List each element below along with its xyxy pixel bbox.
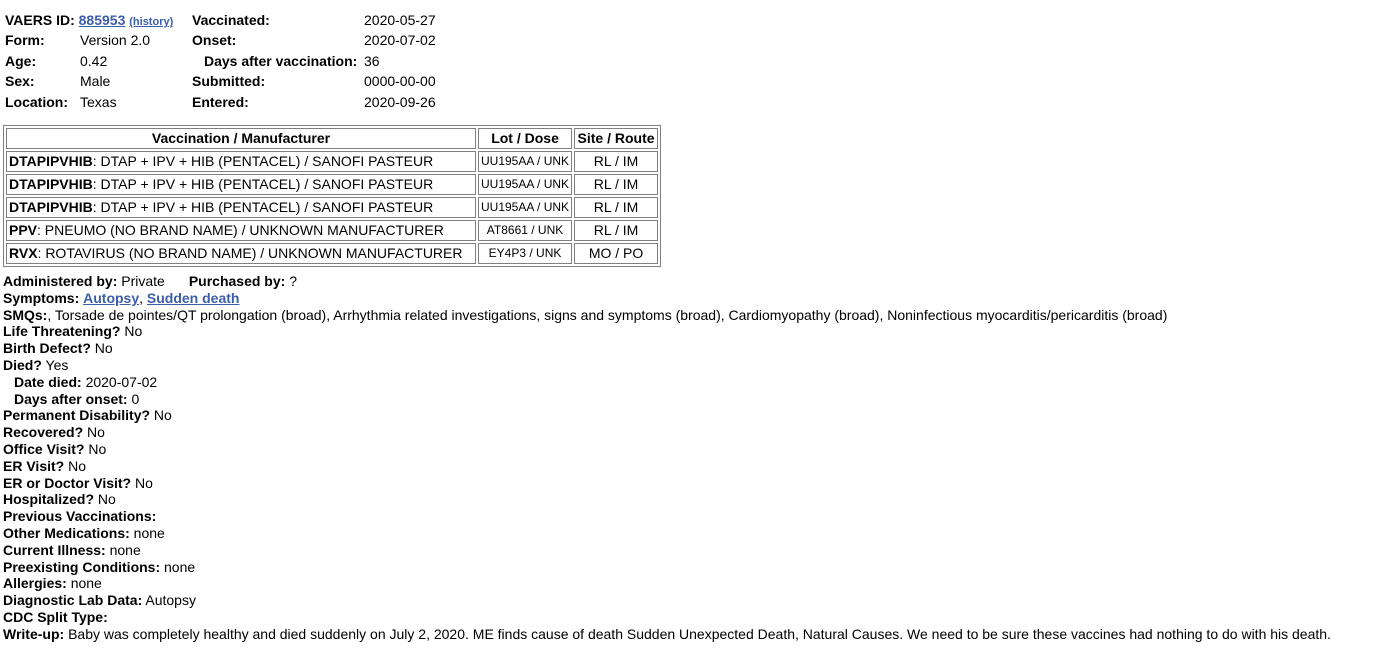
site-cell: MO / PO	[574, 243, 658, 264]
col-header-site: Site / Route	[574, 128, 658, 149]
lot-cell: EY4P3 / UNK	[478, 243, 572, 264]
vaccination-table	[3, 125, 661, 267]
preexisting-conditions-value: none	[160, 558, 196, 575]
symptoms-label: Symptoms:	[3, 289, 80, 306]
table-row	[6, 197, 658, 218]
days-after-onset-line	[3, 391, 1331, 408]
diagnostic-lab-value: Autopsy	[142, 592, 196, 609]
died-line	[3, 357, 1331, 374]
smqs-label: SMQs:	[3, 306, 48, 323]
form-value: Version 2.0	[80, 32, 151, 49]
age-label: Age:	[5, 52, 37, 69]
recovered-value: No	[83, 424, 105, 441]
onset-label: Onset:	[192, 32, 237, 49]
table-row	[6, 151, 658, 172]
site-cell: RL / IM	[574, 197, 658, 218]
administered-line	[3, 273, 1331, 290]
permanent-disability-value: No	[150, 407, 172, 424]
preexisting-conditions-label: Preexisting Conditions:	[3, 558, 161, 575]
hospitalized-value: No	[94, 491, 116, 508]
vaccine-code: RVX	[9, 245, 38, 261]
vaccine-desc: : PNEUMO (NO BRAND NAME) / UNKNOWN MANUFACTURER	[37, 222, 444, 238]
submitted-label: Submitted:	[192, 73, 266, 90]
table-row	[6, 243, 658, 264]
er-visit-line	[3, 458, 1331, 475]
form-label: Form:	[5, 32, 45, 49]
cdc-split-type-line	[3, 609, 1331, 626]
write-up-line	[3, 626, 1331, 643]
diagnostic-lab-line	[3, 592, 1331, 609]
vaccine-desc: : ROTAVIRUS (NO BRAND NAME) / UNKNOWN MANUFACTURER	[37, 245, 463, 261]
died-label: Died?	[3, 356, 42, 373]
recovered-label: Recovered?	[3, 424, 84, 441]
symptom-link-autopsy[interactable]: Autopsy	[83, 289, 140, 306]
administered-value: Private	[117, 273, 165, 289]
lot-cell: UU195AA / UNK	[478, 151, 572, 172]
date-died-line	[3, 374, 1331, 391]
vaccine-cell	[6, 174, 476, 195]
vaccine-code: PPV	[9, 222, 38, 238]
symptom-separator: ,	[139, 289, 147, 306]
onset-value: 2020-07-02	[364, 32, 436, 49]
table-row	[6, 174, 658, 195]
er-visit-value: No	[64, 457, 86, 474]
write-up-label: Write-up:	[3, 625, 65, 642]
vaers-id	[5, 10, 173, 32]
vaccine-cell	[6, 243, 476, 264]
table-row	[6, 220, 658, 241]
site-cell: RL / IM	[574, 220, 658, 241]
write-up-value: Baby was completely healthy and died suddenly on July 2, 2020. ME finds cause of death Sudden Unexpected Death, Natural Causes. We need to be sure these vaccines had nothing to do with his death.	[64, 625, 1331, 642]
days-after-vaccination-label: Days after vaccination:	[204, 52, 358, 69]
permanent-disability-label: Permanent Disability?	[3, 407, 151, 424]
vaccine-desc: : DTAP + IPV + HIB (PENTACEL) / SANOFI PASTEUR	[92, 153, 434, 169]
er-visit-label: ER Visit?	[3, 457, 65, 474]
hospitalized-label: Hospitalized?	[3, 491, 95, 508]
current-illness-line	[3, 542, 1331, 559]
col-header-vaccination: Vaccination / Manufacturer	[6, 128, 476, 149]
vaccine-desc: : DTAP + IPV + HIB (PENTACEL) / SANOFI PASTEUR	[92, 199, 434, 215]
date-died-value: 2020-07-02	[81, 373, 158, 390]
smqs-value: , Torsade de pointes/QT prolongation (broad), Arrhythmia related investigations, signs and symptoms (broad), Cardiomyopathy (broad), Noninfectious myocarditis/pericarditis (broad)	[47, 306, 1168, 323]
life-threatening-value: No	[120, 323, 143, 340]
vaccine-desc: : DTAP + IPV + HIB (PENTACEL) / SANOFI PASTEUR	[92, 176, 434, 192]
days-after-onset-value: 0	[127, 390, 140, 407]
recovered-line	[3, 424, 1331, 441]
vaccine-cell	[6, 197, 476, 218]
entered-value: 2020-09-26	[364, 93, 436, 110]
date-died-label: Date died:	[14, 373, 82, 390]
vaccine-code: DTAPIPVHIB	[9, 176, 93, 192]
symptom-link-sudden-death[interactable]: Sudden death	[146, 289, 240, 306]
purchased-label: Purchased by:	[188, 273, 286, 289]
life-threatening-label: Life Threatening?	[3, 323, 121, 340]
previous-vaccinations-line	[3, 508, 1331, 525]
birth-defect-value: No	[90, 340, 113, 357]
current-illness-value: none	[105, 541, 141, 558]
entered-label: Entered:	[192, 93, 249, 110]
vaers-id-label: VAERS ID:	[5, 12, 75, 28]
administered-label: Administered by:	[3, 273, 118, 289]
vaers-id-link[interactable]: 885953	[78, 12, 126, 28]
lot-cell: UU195AA / UNK	[478, 197, 572, 218]
vaccine-cell	[6, 151, 476, 172]
age-value: 0.42	[80, 52, 108, 69]
allergies-value: none	[66, 575, 102, 592]
died-value: Yes	[41, 356, 69, 373]
office-visit-line	[3, 441, 1331, 458]
lot-cell: AT8661 / UNK	[478, 220, 572, 241]
er-doctor-visit-label: ER or Doctor Visit?	[3, 474, 132, 491]
vaccine-cell	[6, 220, 476, 241]
life-threatening-line	[3, 323, 1331, 340]
location-label: Location:	[5, 93, 68, 110]
report-details	[3, 273, 1331, 643]
diagnostic-lab-label: Diagnostic Lab Data:	[3, 592, 143, 609]
location-value: Texas	[80, 93, 117, 110]
vaccinated-label: Vaccinated:	[192, 12, 270, 28]
days-after-vaccination-value: 36	[364, 52, 380, 69]
site-cell: RL / IM	[574, 151, 658, 172]
current-illness-label: Current Illness:	[3, 541, 106, 558]
allergies-label: Allergies:	[3, 575, 67, 592]
hospitalized-line	[3, 491, 1331, 508]
preexisting-conditions-line	[3, 559, 1331, 576]
col-header-lot: Lot / Dose	[478, 128, 572, 149]
lot-cell: UU195AA / UNK	[478, 174, 572, 195]
other-medications-value: none	[129, 524, 165, 541]
office-visit-value: No	[84, 440, 107, 457]
previous-vaccinations-label: Previous Vaccinations:	[3, 508, 157, 525]
permanent-disability-line	[3, 407, 1331, 424]
er-doctor-visit-value: No	[131, 474, 153, 491]
vaccinated-value: 2020-05-27	[364, 12, 436, 28]
cdc-split-type-label: CDC Split Type:	[3, 608, 108, 625]
birth-defect-label: Birth Defect?	[3, 340, 91, 357]
allergies-line	[3, 575, 1331, 592]
submitted-value: 0000-00-00	[364, 73, 436, 90]
history-link[interactable]: (history)	[129, 16, 174, 28]
purchased-value: ?	[285, 273, 297, 289]
vaccine-code: DTAPIPVHIB	[9, 153, 93, 169]
er-doctor-visit-line	[3, 475, 1331, 492]
vaccine-code: DTAPIPVHIB	[9, 199, 93, 215]
other-medications-label: Other Medications:	[3, 524, 130, 541]
office-visit-label: Office Visit?	[3, 440, 85, 457]
days-after-onset-label: Days after onset:	[14, 390, 128, 407]
birth-defect-line	[3, 340, 1331, 357]
table-header-row	[6, 128, 658, 149]
sex-value: Male	[80, 73, 111, 90]
sex-label: Sex:	[5, 73, 35, 90]
symptoms-line	[3, 290, 1331, 307]
other-medications-line	[3, 525, 1331, 542]
smqs-line	[3, 307, 1331, 324]
site-cell: RL / IM	[574, 174, 658, 195]
